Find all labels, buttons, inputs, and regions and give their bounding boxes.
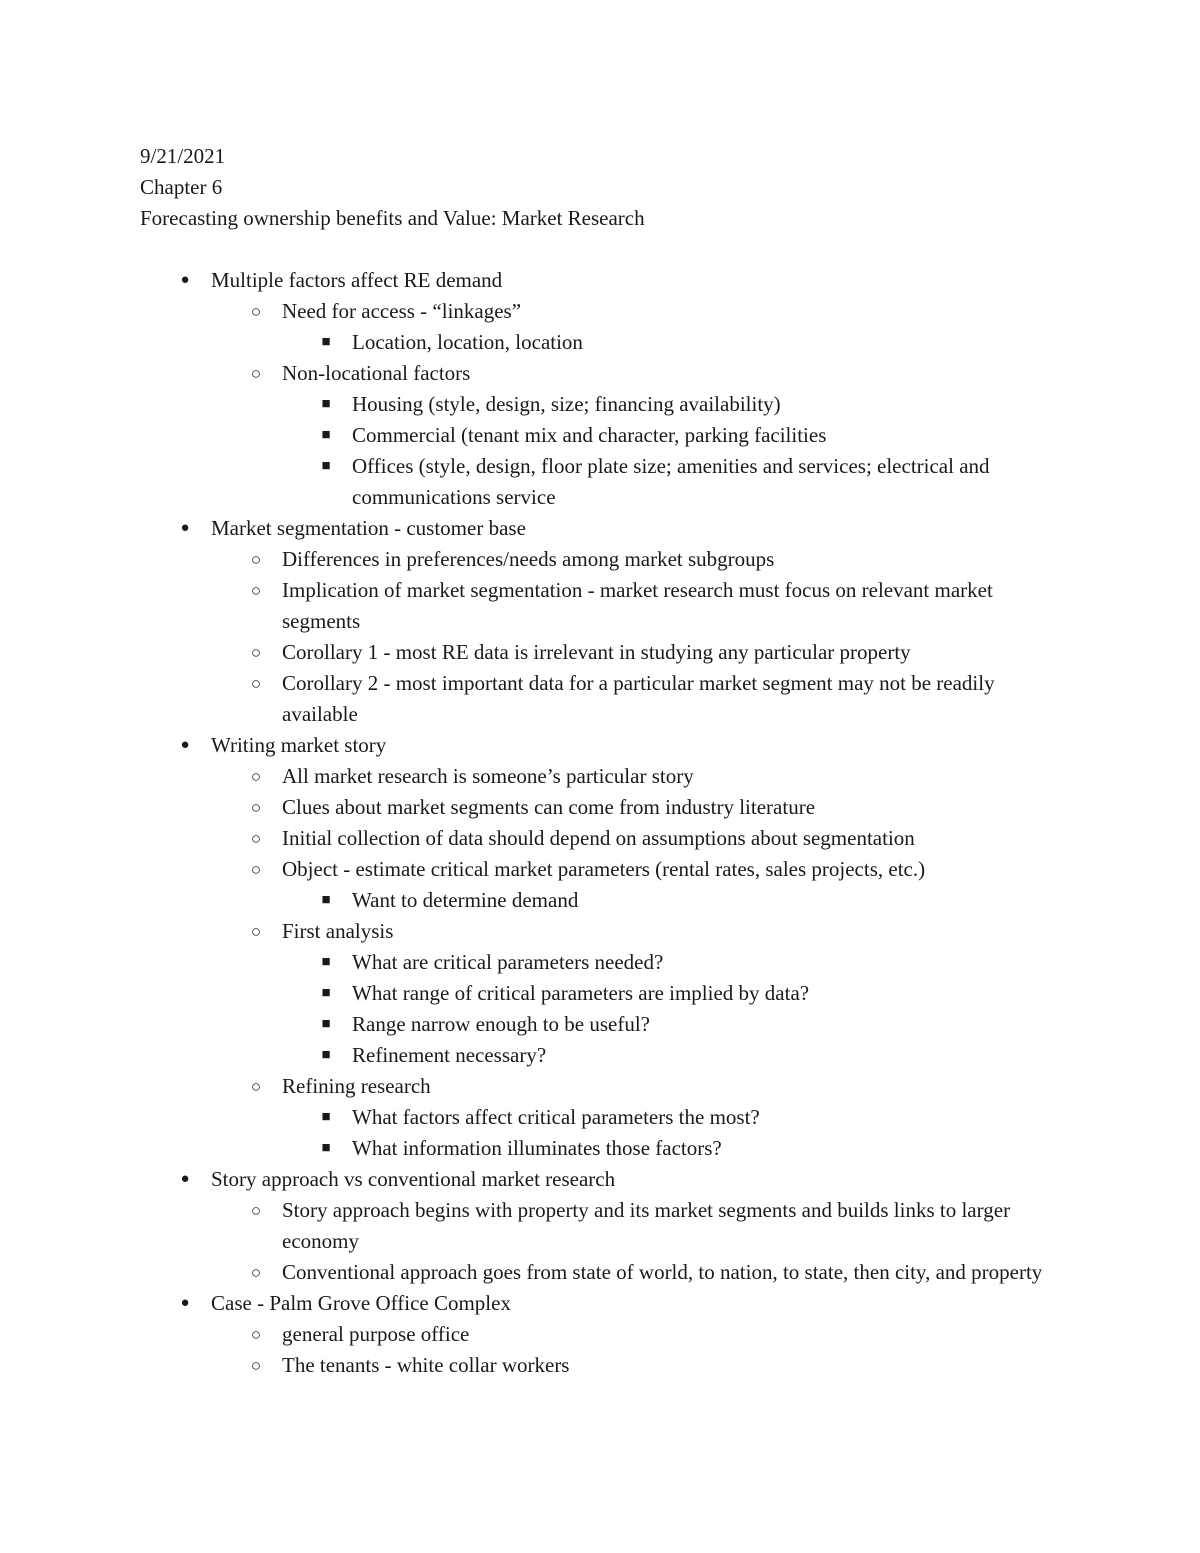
outline-item-text: Story approach vs conventional market research: [211, 1167, 616, 1191]
outline-item-text: Initial collection of data should depend on assumptions about segmentation: [282, 826, 915, 850]
bullet-marker: ■: [321, 1047, 331, 1063]
outline-item-text: Clues about market segments can come from industry literature: [282, 795, 816, 819]
outline-item-text: Market segmentation - customer base: [211, 516, 526, 540]
outline-item-text: Corollary 1 - most RE data is irrelevant in studying any particular property: [282, 640, 911, 664]
outline-item-level2: [0, 823, 1200, 854]
outline-item-level1: [0, 513, 1200, 544]
outline-item-text: Writing market story: [211, 733, 387, 757]
outline-item-text: What range of critical parameters are implied by data?: [352, 981, 810, 1005]
outline-item-text: Housing (style, design, size; financing availability): [352, 392, 781, 416]
bullet-marker: ●: [180, 520, 190, 536]
bullet-marker: ○: [250, 767, 262, 786]
bullet-marker: ■: [321, 1016, 331, 1032]
outline-item-level2: [0, 668, 1200, 730]
outline-item-level2: [0, 358, 1200, 389]
note-title: Forecasting ownership benefits and Value: Market Research: [140, 206, 645, 230]
bullet-marker: ■: [321, 892, 331, 908]
outline-item-level1: [0, 265, 1200, 296]
bullet-marker: ○: [250, 829, 262, 848]
bullet-marker: ○: [250, 364, 262, 383]
outline-item-text: Offices (style, design, floor plate size; amenities and services; electrical and communications service: [352, 454, 990, 509]
bullet-marker: ■: [321, 427, 331, 443]
bullet-marker: ○: [250, 643, 262, 662]
outline-item-level2: [0, 1071, 1200, 1102]
outline-item-level3: [0, 1009, 1200, 1040]
outline-item-level2: [0, 916, 1200, 947]
outline-item-level2: [0, 637, 1200, 668]
chapter-label: Chapter 6: [140, 175, 223, 199]
outline-item-text: Implication of market segmentation - market research must focus on relevant market segments: [282, 578, 993, 633]
bullet-marker: ●: [180, 1171, 190, 1187]
outline-item-level1: [0, 1288, 1200, 1319]
bullet-marker: ○: [250, 1356, 262, 1375]
outline-item-level3: [0, 1040, 1200, 1071]
outline-list: [0, 265, 1200, 1381]
outline-item-text: The tenants - white collar workers: [282, 1353, 570, 1377]
outline-item-level3: [0, 420, 1200, 451]
outline-item-text: Differences in preferences/needs among market subgroups: [282, 547, 775, 571]
outline-item-level2: [0, 544, 1200, 575]
outline-item-text: Case - Palm Grove Office Complex: [211, 1291, 511, 1315]
outline-item-text: Range narrow enough to be useful?: [352, 1012, 650, 1036]
outline-item-text: Refinement necessary?: [352, 1043, 547, 1067]
bullet-marker: ○: [250, 860, 262, 879]
outline-item-text: Conventional approach goes from state of world, to nation, to state, then city, and property: [282, 1260, 1043, 1284]
outline-item-text: What are critical parameters needed?: [352, 950, 664, 974]
outline-item-text: First analysis: [282, 919, 394, 943]
outline-item-text: Non-locational factors: [282, 361, 471, 385]
outline-item-text: Commercial (tenant mix and character, parking facilities: [352, 423, 827, 447]
bullet-marker: ●: [180, 272, 190, 288]
bullet-marker: ●: [180, 1295, 190, 1311]
bullet-marker: ○: [250, 581, 262, 600]
outline-item-level3: [0, 451, 1200, 513]
bullet-marker: ○: [250, 550, 262, 569]
bullet-marker: ○: [250, 922, 262, 941]
bullet-marker: ○: [250, 1077, 262, 1096]
outline-item-level2: [0, 1319, 1200, 1350]
outline-item-level2: [0, 575, 1200, 637]
bullet-marker: ○: [250, 1263, 262, 1282]
bullet-marker: ○: [250, 302, 262, 321]
outline-item-text: What factors affect critical parameters the most?: [352, 1105, 760, 1129]
bullet-marker: ■: [321, 985, 331, 1001]
outline-item-text: Object - estimate critical market parameters (rental rates, sales projects, etc.): [282, 857, 926, 881]
outline-item-level2: [0, 854, 1200, 885]
bullet-marker: ■: [321, 334, 331, 350]
bullet-marker: ●: [180, 737, 190, 753]
outline-item-level3: [0, 1102, 1200, 1133]
outline-item-level2: [0, 792, 1200, 823]
outline-item-level2: [0, 1195, 1200, 1257]
outline-item-level2: [0, 296, 1200, 327]
outline-item-level3: [0, 947, 1200, 978]
outline-item-level3: [0, 327, 1200, 358]
outline-item-level3: [0, 1133, 1200, 1164]
outline-item-text: Need for access - “linkages”: [282, 299, 522, 323]
outline-item-level3: [0, 978, 1200, 1009]
outline-item-text: Corollary 2 - most important data for a particular market segment may not be readily available: [282, 671, 995, 726]
outline-item-level2: [0, 761, 1200, 792]
outline-item-text: Story approach begins with property and its market segments and builds links to larger economy: [282, 1198, 1011, 1253]
bullet-marker: ■: [321, 396, 331, 412]
bullet-marker: ■: [321, 1140, 331, 1156]
bullet-marker: ○: [250, 674, 262, 693]
outline-item-text: All market research is someone’s particular story: [282, 764, 694, 788]
outline-item-level1: [0, 1164, 1200, 1195]
outline-item-level3: [0, 389, 1200, 420]
bullet-marker: ○: [250, 1201, 262, 1220]
outline-item-level3: [0, 885, 1200, 916]
outline-item-text: What information illuminates those factors?: [352, 1136, 722, 1160]
outline-item-level2: [0, 1350, 1200, 1381]
outline-item-level2: [0, 1257, 1200, 1288]
outline-item-text: Multiple factors affect RE demand: [211, 268, 503, 292]
outline-item-text: Refining research: [282, 1074, 431, 1098]
bullet-marker: ■: [321, 458, 331, 474]
outline-item-text: Want to determine demand: [352, 888, 579, 912]
bullet-marker: ○: [250, 798, 262, 817]
outline-item-text: Location, location, location: [352, 330, 583, 354]
bullet-marker: ■: [321, 954, 331, 970]
bullet-marker: ■: [321, 1109, 331, 1125]
bullet-marker: ○: [250, 1325, 262, 1344]
outline-item-text: general purpose office: [282, 1322, 470, 1346]
outline-item-level1: [0, 730, 1200, 761]
note-date: 9/21/2021: [140, 144, 226, 168]
